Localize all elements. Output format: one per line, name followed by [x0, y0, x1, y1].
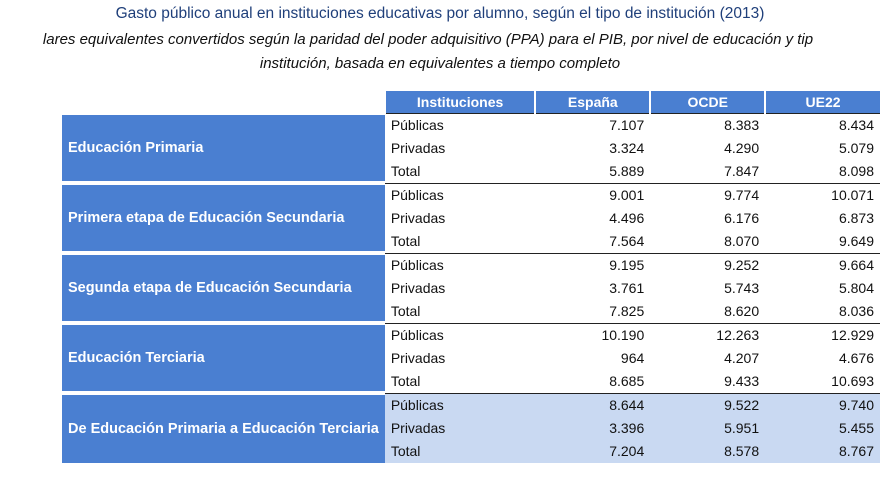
page-subtitle — [0, 28, 880, 76]
table-row — [62, 113, 880, 137]
table-body — [62, 113, 880, 463]
espana-cell: 7.107 — [535, 113, 650, 137]
espana-cell: 7.825 — [609, 303, 645, 319]
ocde-cell: 9.252 — [650, 253, 765, 277]
institution-cell: Privadas — [390, 140, 446, 156]
ue22-cell: 5.804 — [838, 280, 874, 296]
subtitle-line-2: institución, basada en equivalentes a tiempo completo — [259, 55, 621, 72]
ue22-cell: 10.071 — [765, 183, 880, 207]
page-title: Gasto público anual en instituciones educativas por alumno, según el tipo de institución (2013) — [115, 5, 765, 22]
espana-cell: 8.685 — [609, 373, 645, 389]
ue22-cell: 8.036 — [838, 303, 874, 319]
institution-cell: Públicas — [385, 323, 536, 347]
ocde-cell: 8.578 — [650, 440, 765, 463]
ue22-cell: 5.455 — [765, 417, 880, 440]
ocde-cell: 8.070 — [724, 233, 760, 249]
espana-cell: 4.496 — [609, 210, 645, 226]
espana-cell: 7.564 — [609, 233, 645, 249]
institution-cell: Privadas — [390, 280, 446, 296]
group-label: Educación Terciaria — [62, 323, 385, 393]
institution-cell: Total — [390, 233, 421, 249]
ue22-cell: 9.664 — [765, 253, 880, 277]
institution-cell: Privadas — [390, 350, 446, 366]
ocde-cell: 9.522 — [650, 393, 765, 417]
group-label: De Educación Primaria a Educación Terciaria — [62, 393, 385, 463]
table-row — [62, 323, 880, 347]
ue22-cell: 5.079 — [838, 140, 874, 156]
espana-cell: 3.396 — [535, 417, 650, 440]
ue22-cell: 8.434 — [765, 113, 880, 137]
ocde-cell: 5.743 — [724, 280, 760, 296]
ue22-cell: 10.693 — [831, 373, 874, 389]
group-label: Primera etapa de Educación Secundaria — [62, 183, 385, 253]
institution-cell: Privadas — [385, 417, 536, 440]
ocde-cell: 12.263 — [650, 323, 765, 347]
institution-cell: Total — [390, 373, 421, 389]
institution-cell: Públicas — [385, 183, 536, 207]
institution-cell: Privadas — [390, 210, 446, 226]
espana-cell: 9.195 — [535, 253, 650, 277]
institution-cell: Públicas — [385, 393, 536, 417]
expenditure-table — [62, 91, 880, 463]
ue22-cell: 12.929 — [765, 323, 880, 347]
institution-cell: Públicas — [385, 253, 536, 277]
espana-cell: 3.324 — [609, 140, 645, 156]
ocde-cell: 4.290 — [724, 140, 760, 156]
header-blank — [62, 91, 385, 113]
espana-cell: 3.761 — [609, 280, 645, 296]
espana-cell: 964 — [620, 350, 645, 366]
header-instituciones: Instituciones — [385, 91, 536, 113]
ocde-cell: 9.774 — [650, 183, 765, 207]
ue22-cell: 8.098 — [838, 163, 874, 179]
header-espana: España — [535, 91, 650, 113]
subtitle-line-1: lares equivalentes convertidos según la paridad del poder adquisitivo (PPA) para el PIB, por nivel de educación y tip — [42, 31, 814, 48]
espana-cell: 7.204 — [535, 440, 650, 463]
ocde-cell: 4.207 — [724, 350, 760, 366]
ue22-cell: 9.649 — [838, 233, 874, 249]
ocde-cell: 8.383 — [650, 113, 765, 137]
table-header-row — [62, 91, 880, 113]
ocde-cell: 7.847 — [724, 163, 760, 179]
institution-cell: Total — [390, 163, 421, 179]
ocde-cell: 9.433 — [724, 373, 760, 389]
table-row — [62, 393, 880, 417]
institution-cell: Total — [385, 440, 536, 463]
espana-cell: 5.889 — [609, 163, 645, 179]
ue22-cell: 8.767 — [765, 440, 880, 463]
institution-cell: Total — [390, 303, 421, 319]
ocde-cell: 8.620 — [724, 303, 760, 319]
espana-cell: 9.001 — [535, 183, 650, 207]
group-label: Segunda etapa de Educación Secundaria — [62, 253, 385, 323]
espana-cell: 10.190 — [535, 323, 650, 347]
table-row — [62, 253, 880, 277]
ue22-cell: 9.740 — [765, 393, 880, 417]
ue22-cell: 4.676 — [838, 350, 874, 366]
institution-cell: Públicas — [385, 113, 536, 137]
ocde-cell: 6.176 — [724, 210, 760, 226]
table-row — [62, 183, 880, 207]
ocde-cell: 5.951 — [650, 417, 765, 440]
espana-cell: 8.644 — [535, 393, 650, 417]
ue22-cell: 6.873 — [838, 210, 874, 226]
header-ocde: OCDE — [650, 91, 765, 113]
group-label: Educación Primaria — [62, 113, 385, 183]
header-ue22: UE22 — [765, 91, 880, 113]
